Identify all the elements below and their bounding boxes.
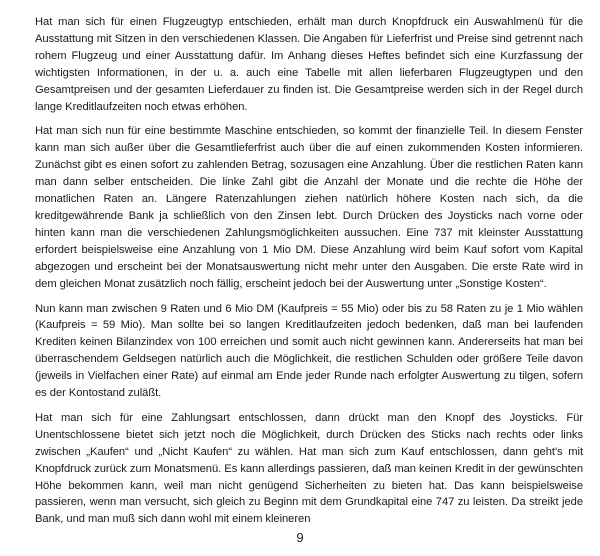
paragraph-financing: Hat man sich nun für eine bestimmte Maschine entschieden, so kommt der finanzielle Teil. In diesem Fenster kann man sich außer über die Gesamtlieferfrist auch über die auf einen zukommenden Kosten informieren. Zunächst gibt es einen sofort zu zahlenden Betrag, sozusagen eine Anzahlung. Über die restlichen Raten kann man dann selber entscheiden. Die linke Zahl gibt die Anzahl der Monate und die rechte die Höhe der monatlichen Raten an. Längere Ratenzahlungen ziehen natürlich höhere Kosten nach sich, da die kreditgewährende Bank ja schließlich von den Zinsen lebt. Durch Drücken des Joysticks nach vorne oder hinten kann man die verschiedenen Zahlungsmöglichkeiten aussuchen. Eine 737 mit kleinster Ausstattung erfordert beispielsweise eine Anzahlung von 1 Mio DM. Diese Anzahlung wird beim Kauf sofort vom Kapital abgezogen und erscheint bei der Monatsauswertung nicht mehr unter den Ausgaben. Die erste Rate wird in dem gleichen Monat zusätzlich noch fällig, erscheint jedoch bei der Auswertung unter „Sonstige Kosten“. — [35, 125, 583, 290]
page-number: 9 — [296, 530, 304, 545]
document-page — [35, 14, 583, 536]
paragraph-aircraft-selection: Hat man sich für einen Flugzeugtyp entschieden, erhält man durch Knopfdruck ein Auswahlmenü für die Ausstattung mit Sitzen in den verschiedenen Klassen. Die Angaben für Lieferfrist und Preise sind getrennt nach rohem Flugzeug und einer Ausstattung dafür. Im Anhang dieses Heftes befindet sich eine Kurzfassung der wichtigsten Informationen, in der u. a. auch eine Tabelle mit allen lieferbaren Flugzeugtypen und den Gesamtpreisen und der gesamten Lieferdauer zu finden ist. Die Gesamtpreise werden sich in der Regel durch lange Kreditlaufzeiten noch etwas erhöhen. — [35, 16, 583, 113]
paragraph-installment-options: Nun kann man zwischen 9 Raten und 6 Mio DM (Kaufpreis = 55 Mio) oder bis zu 58 Raten zu je 1 Mio wählen (Kaufpreis = 59 Mio). Man sollte bei so langen Kreditlaufzeiten jedoch bedenken, daß man bei laufenden Krediten keinen Bilanzindex von 100 erreichen und somit auch nicht gewinnen kann. Andererseits hat man bei überraschendem Geldsegen natürlich auch die Möglichkeit, die restlichen Schulden oder größere Teile davon (jeweils in Vielfachen einer Rate) auf einmal am Ende jeder Runde nach erfolgter Auswertung zu tilgen, sofern es der Kontostand zuläßt. — [35, 302, 583, 400]
paragraph-purchase-confirmation: Hat man sich für eine Zahlungsart entschlossen, dann drückt man den Knopf des Joysticks. Für Unentschlossene bietet sich jetzt noch die Möglichkeit, durch Drücken des Sticks nach rechts oder links zwischen „Kaufen“ und „Nicht Kaufen“ zu wählen. Hat man sich zum Kauf entschlossen, dann geht's mit Knopfdruck zurück zum Monatsmenü. Es kann allerdings passieren, daß man keinen Kredit in der gewünschten Höhe bekommen kann, weil man nicht genügend Sicherheiten zu bieten hat. Das kann beispielsweise passieren, wenn man versucht, sich gleich zu Beginn mit dem Grundkapital eine 747 zu leisten. Da streikt jede Bank, und man muß sich dann wohl mit einem kleineren — [35, 411, 583, 526]
